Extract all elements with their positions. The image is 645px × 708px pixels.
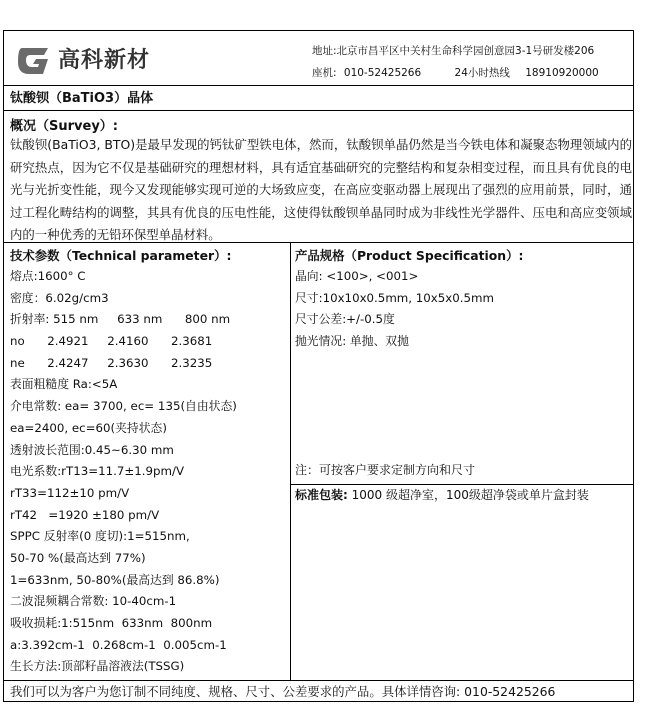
product-title: 钛酸钡（BaTiO3）晶体 <box>10 91 154 106</box>
survey-heading: 概况（Survey）: <box>10 119 118 134</box>
phone-label: 座机: <box>312 67 337 79</box>
list-item: SPPC 反射率(0 度切):1=515nm, <box>10 529 190 544</box>
contact-phones <box>312 65 599 80</box>
customization-note: 注：可按客户要求定制方向和尺寸 <box>295 463 476 477</box>
packaging-text: 1000 级超净室，100级超净袋或单片盒封装 <box>347 488 589 502</box>
header <box>4 31 633 86</box>
list-item: 介电常数: ea= 3700, ec= 135(自由状态) <box>10 399 237 414</box>
list-item: 抛光情况: 单抛、双抛 <box>295 334 409 349</box>
list-item: 尺寸:10x10x0.5mm, 10x5x0.5mm <box>295 290 495 305</box>
standard-packaging <box>295 486 631 504</box>
list-item: a:3.392cm-1 0.268cm-1 0.005cm-1 <box>10 637 227 652</box>
list-item: 吸收损耗:1:515nm 633nm 800nm <box>10 616 213 630</box>
list-item: no 2.4921 2.4160 2.3681 <box>10 334 213 349</box>
list-item: 生长方法:顶部籽晶溶液法(TSSG) <box>10 659 185 674</box>
list-item: ne 2.4247 2.3630 2.3235 <box>10 355 213 370</box>
list-item: 折射率: 515 nm 633 nm 800 nm <box>10 312 231 327</box>
packaging-label: 标准包装: <box>295 488 348 502</box>
column-divider <box>290 243 291 681</box>
phone-number: 010-52425266 <box>343 67 422 79</box>
list-item: 二波混频耦合常数: 10-40cm-1 <box>10 594 177 609</box>
list-item: 尺寸公差:+/-0.5度 <box>295 312 395 327</box>
technical-heading: 技术参数（Technical parameter）: <box>10 248 232 263</box>
list-item: rT42 =1920 ±180 pm/V <box>10 507 160 522</box>
list-item: 透射波长范围:0.45~6.30 mm <box>10 442 174 457</box>
list-item: 晶向: <100>, <001> <box>295 269 419 283</box>
specification-heading: 产品规格（Product Specification）: <box>295 248 524 263</box>
list-item: 电光系数:rT13=11.7±1.9pm/V <box>10 464 185 479</box>
technical-list <box>10 266 288 678</box>
list-item: 1=633nm, 50-80%(最高达到 86.8%) <box>10 572 220 587</box>
datasheet <box>3 30 634 702</box>
company-name: 高科新材 <box>58 48 151 73</box>
list-item: 表面粗糙度 Ra:<5A <box>10 377 118 392</box>
company-logo-icon <box>18 46 52 76</box>
divider <box>4 242 633 243</box>
list-item: ea=2400, ec=60(夹持状态) <box>10 420 167 435</box>
divider <box>291 484 633 485</box>
list-item: rT33=112±10 pm/V <box>10 485 130 500</box>
company-address: 地址:北京市昌平区中关村生命科学园创意园3-1号研发楼206 <box>312 45 595 57</box>
hotline-label: 24小时热线 <box>454 67 510 79</box>
specification-list <box>295 266 631 353</box>
divider <box>4 680 633 681</box>
survey-text: 钛酸钡(BaTiO3, BTO)是最早发现的钙钛矿型铁电体，然而，钛酸钡单晶仍然是当今铁电体和凝聚态物理领域内的研究热点，因为它不仅是基础研究的理想材料，具有适宜基础研究的完整结构和复杂相变过程，而且具有优良的电光与光折变性能，现今又发现能够实现可逆的大场致应变，在高应变驱动器上展现出了强烈的应用前景，同时，通过工程化畴结构的调整，其具有优良的压电性能，这使得钛酸钡单晶同时成为非线性光学器件、压电和高应变领域内的一种优秀的无铅环保型单晶材料。 <box>10 137 632 243</box>
list-item: 50-70 %(最高达到 77%) <box>10 550 146 565</box>
list-item: 密度：6.02g/cm3 <box>10 290 109 305</box>
hotline-number: 18910920000 <box>525 67 599 79</box>
footer-contact: 我们可以为客户为您订制不同纯度、规格、尺寸、公差要求的产品。具体详情咨询: 010-52425266 <box>10 684 556 699</box>
list-item: 熔点:1600° C <box>10 269 86 283</box>
divider <box>4 110 633 111</box>
